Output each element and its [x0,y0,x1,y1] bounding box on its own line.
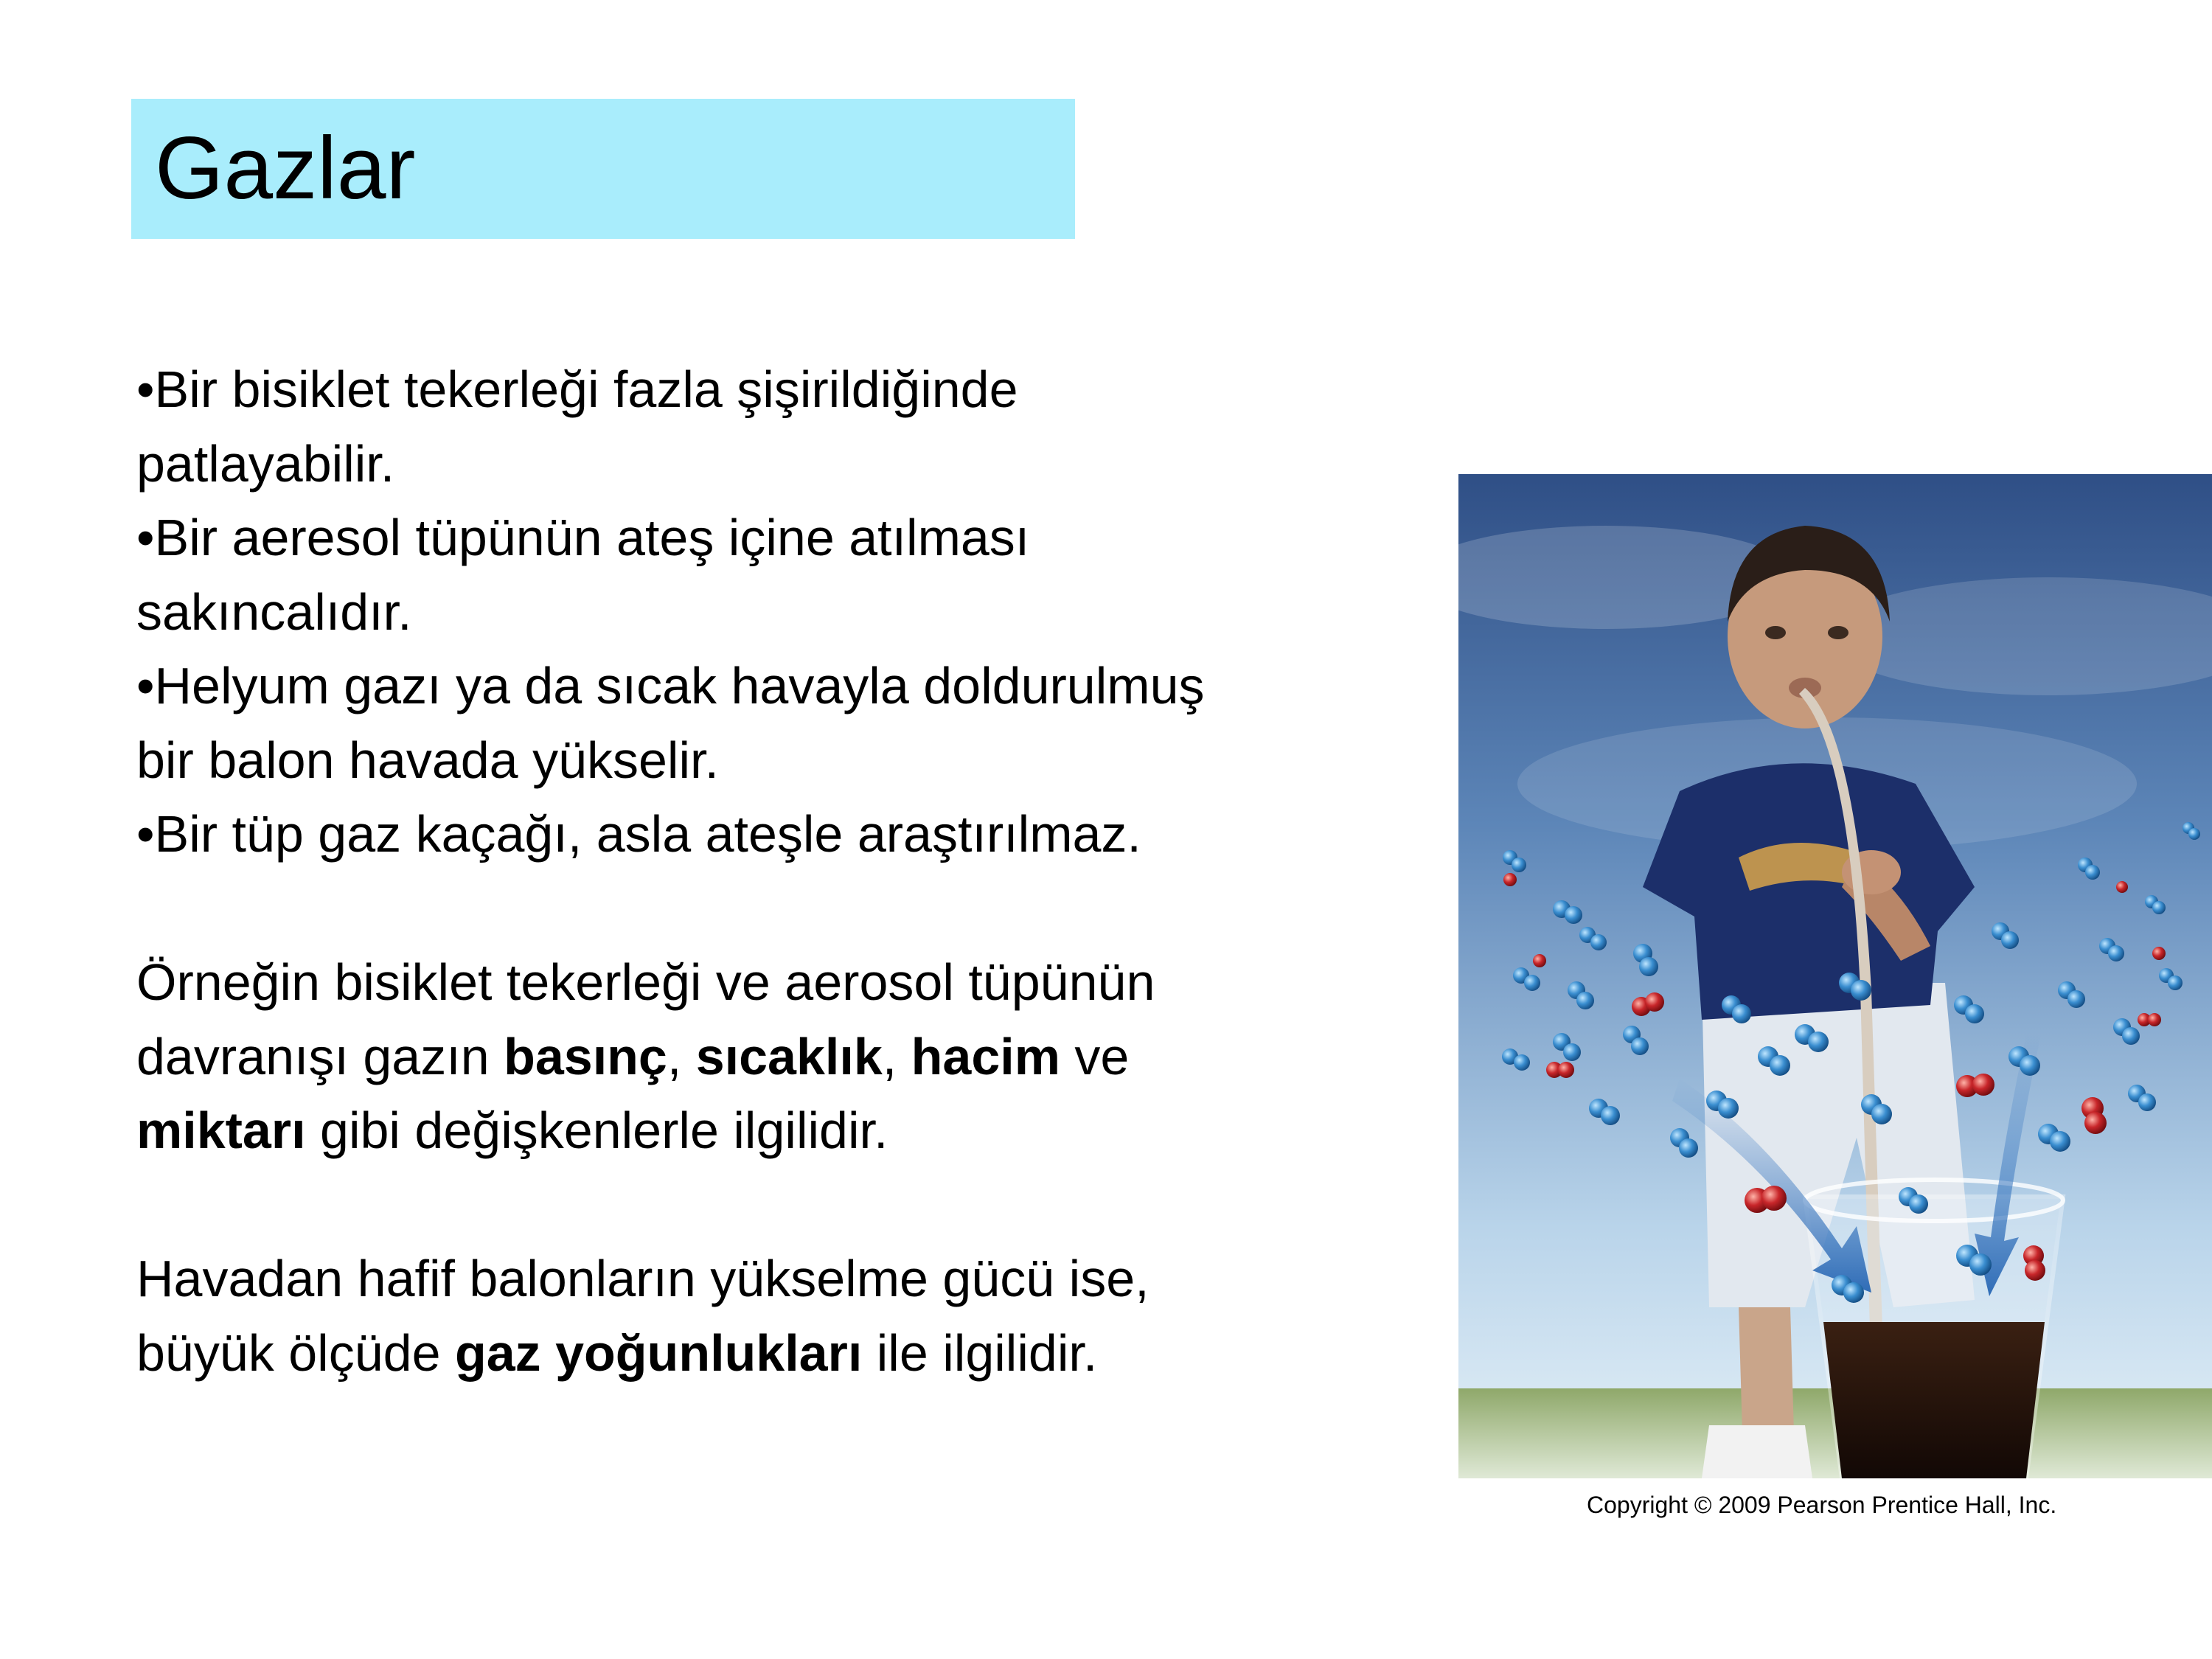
term-hacim: hacim [911,1027,1060,1085]
bullet-3-line-1: •Helyum gazı ya da sıcak havayla doldurulmuş [136,657,1205,714]
slide-title: Gazlar [155,119,416,218]
title-banner [131,99,1075,239]
term-miktari: miktarı [136,1102,306,1159]
bullet-1-line-2: patlayabilir. [136,434,395,493]
term-gaz-yogunluklari: gaz yoğunlukları [454,1324,863,1382]
slide-body [136,352,1449,1390]
paragraph-2-line-2: büyük ölçüde gaz yoğunlukları ile ilgilidir. [136,1324,1098,1382]
boy-drinking-soda-illustration [1458,474,2212,1478]
bullet-2-line-1: •Bir aeresol tüpünün ateş içine atılması [136,509,1030,566]
paragraph-1-line-3: miktarı gibi değişkenlerle ilgilidir. [136,1102,888,1159]
term-sicaklik: sıcaklık [695,1027,883,1085]
bullet-2-line-2: sakıncalıdır. [136,582,412,641]
paragraph-2-line-1: Havadan hafif balonların yükselme gücü ise, [136,1250,1150,1307]
term-basinc: basınç [504,1027,667,1085]
copyright-caption: Copyright © 2009 Pearson Prentice Hall, Inc. [1587,1492,2057,1518]
bullet-3-line-2: bir balon havada yükselir. [136,731,719,789]
paragraph-1-line-1: Örneğin bisiklet tekerleği ve aerosol tüpünün [136,953,1155,1011]
bullet-1-line-1: •Bir bisiklet tekerleği fazla şişirildiğinde [136,361,1018,418]
bullet-4-line-1: •Bir tüp gaz kaçağı, asla ateşle araştırılmaz. [136,805,1141,863]
paragraph-1-line-2: davranışı gazın basınç, sıcaklık, hacim ve [136,1027,1130,1085]
soda-cup [1805,1180,2063,1478]
